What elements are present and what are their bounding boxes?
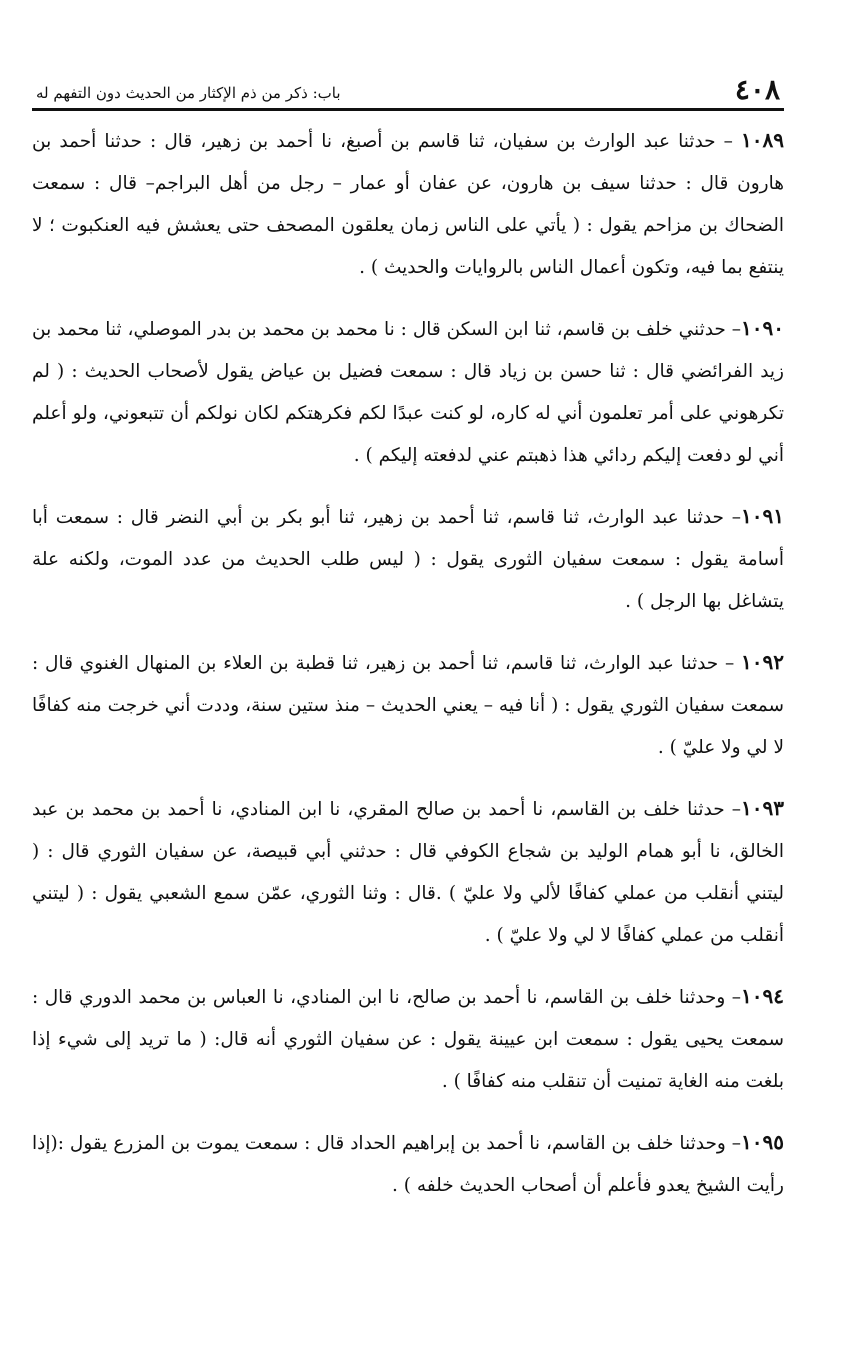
hadith-entry [32, 495, 784, 623]
hadith-list [32, 119, 784, 1207]
hadith-text: – وحدثنا خلف بن القاسم، نا أحمد بن إبراهيم الحداد قال : سمعت يموت بن المزرع يقول :(إذا رأيت الشيخ يعدو فأعلم أن أصحاب الحديث خلفه ) . [32, 1133, 784, 1196]
hadith-number: ١٠٨٩ [741, 128, 784, 152]
hadith-entry [32, 307, 784, 477]
hadith-text: – وحدثنا خلف بن القاسم، نا أحمد بن صالح، نا ابن المنادي، نا العباس بن محمد الدوري قال : سمعت يحيى يقول : سمعت ابن عيينة يقول : عن سفيان الثوري أنه قال: ( ما تريد إلى شيء إذا بلغت منه الغاية تمنيت أن تنقلب منه كفافًا ) . [32, 987, 784, 1092]
hadith-number: ١٠٩٢ [741, 650, 784, 674]
hadith-entry [32, 1121, 784, 1207]
page-header [32, 64, 784, 111]
hadith-entry [32, 975, 784, 1103]
hadith-text: – حدثنا عبد الوارث بن سفيان، ثنا قاسم بن أصبغ، نا أحمد بن زهير، قال : حدثنا أحمد بن هارون قال : حدثنا سيف بن هارون، عن عفان أو عمار – رجل من أهل البراجم– قال : سمعت الضحاك بن مزاحم يقول : ( يأتي على الناس زمان يعلقون المصحف حتى يعشش فيه العنكبوت ؛ لا ينتفع بما فيه، وتكون أعمال الناس بالروايات والحديث ) . [32, 131, 784, 278]
hadith-entry [32, 641, 784, 769]
running-head: باب: ذكر من ذم الإكثار من الحديث دون التفهم له [36, 84, 341, 102]
hadith-entry [32, 119, 784, 289]
hadith-text: – حدثنا خلف بن القاسم، نا أحمد بن صالح المقري، نا ابن المنادي، نا أحمد بن محمد بن عبد الخالق، نا أبو همام الوليد بن شجاع الكوفي قال : حدثني أبي قبيصة، عن سفيان الثوري قال : ( ليتني أنقلب من عملي كفافًا لألي ولا عليّ ) .قال : وثنا الثوري، عمّن سمع الشعبي يقول : ( ليتني أنقلب من عملي كفافًا لا لي ولا عليّ ) . [32, 799, 784, 946]
hadith-number: ١٠٩٣ [741, 796, 784, 820]
hadith-entry [32, 787, 784, 957]
hadith-number: ١٠٩١ [741, 504, 784, 528]
hadith-number: ١٠٩٤ [741, 984, 784, 1008]
hadith-text: – حدثنا عبد الوارث، ثنا قاسم، ثنا أحمد بن زهير، ثنا أبو بكر بن أبي النضر قال : سمعت أبا أسامة يقول : سمعت سفيان الثورى يقول : ( ليس طلب الحديث من عدد الموت، ولكنه علة يتشاغل بها الرجل ) . [32, 507, 784, 612]
page-number: ٤٠٨ [734, 73, 780, 106]
hadith-number: ١٠٩٥ [741, 1130, 784, 1154]
hadith-number: ١٠٩٠ [741, 316, 784, 340]
book-page [32, 64, 784, 1304]
hadith-text: – حدثنا عبد الوارث، ثنا قاسم، ثنا أحمد بن زهير، ثنا قطبة بن العلاء بن المنهال الغنوي قال : سمعت سفيان الثوري يقول : ( أنا فيه – يعني الحديث – منذ ستين سنة، وددت أني خرجت منه كفافًا لا لي ولا عليّ ) . [32, 653, 784, 758]
hadith-text: – حدثني خلف بن قاسم، ثنا ابن السكن قال : نا محمد بن محمد بن بدر الموصلي، ثنا محمد بن زيد الفرائضي قال : ثنا حسن بن زياد قال : سمعت فضيل بن عياض يقول لأصحاب الحديث : ( لم تكرهوني على أمر تعلمون أني له كاره، لو كنت عبدًا لكم فكرهتكم لكان نولكم أن تتبعوني، ولو أعلم أني لو دفعت إليكم ردائي هذا ذهبتم عني لدفعته إليكم ) . [32, 319, 784, 466]
